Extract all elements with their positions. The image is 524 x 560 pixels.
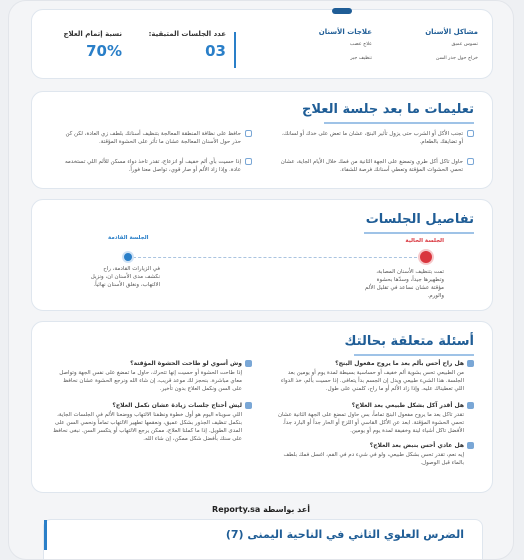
checklist-icon (467, 158, 474, 165)
faq-item: هل راح أحس بألم بعد ما يروح مفعول البنج؟ من الطبيعي تحس بشوية ألم خفيف أو حساسية بسيطة لمدة يوم أو يومين بعد الجلسة. هذا الشيء طبيعي ويدل إن الجسم بدأ يتعافى. إذا حسيت بألم، خذ الدواء اللي تعطيناك عليه. وإذا زاد الألم أو ما راح، كلمني على طول. (274, 360, 474, 393)
sessions-title: تفاصيل الجلسات (365, 212, 474, 227)
faq-card (31, 321, 493, 493)
instruction-item: تجنب الأكل أو الشرب حتى يزول تأثير البنج، عشان ما تعض على خدك أو لسانك، أو تضايقك بالطعام. (279, 130, 474, 146)
next-section-title: الضرس العلوي الثاني في الناحية اليمنى (7) (225, 528, 464, 541)
next-session-label: الجلسة القادمة (108, 235, 149, 241)
current-session-text: تمت بتنظيف الأسنان المصابة، وتطهيرها جيداً، وسدّها بحشوة مؤقتة عشان نساعد في تقليل الألم والورم. (364, 269, 444, 299)
checklist-icon (245, 158, 252, 165)
faq-item: ليش أحتاج جلسات زيادة عشان نكمل العلاج؟ اللي سويناه اليوم هو أول خطوة ونظفنا الالتهاب ووضعنا الألم في الجلسات الجاية، بنكمل تنظيف الجذور بشكل عميق، ونعقمها تطهير الالتهاب تماماً ونحمي السن على المدى الطويل. إذا ما كملنا العلاج، ممكن يرجع الالتهاب أو يتكسر السن. نبغى نحافظ على سنك بأفضل شكل ممكن، إن شاء الله. (52, 402, 252, 443)
faq-item: هل عادي أحس بنبض بعد العلاج؟ إيه نعم، تقدر تحس بشكل طبيعي، ولو في شيء دم في الفم، اغسل فمك بلطف بالماء قبل الوصول. (274, 442, 474, 467)
progress-stat (42, 30, 122, 60)
question-icon (467, 360, 474, 367)
question-icon (467, 402, 474, 409)
summary-card (31, 9, 493, 79)
instructions-title: تعليمات ما بعد جلسة العلاج (302, 102, 474, 117)
issue-item: تسوس عميق (451, 42, 478, 47)
treatments-title: علاجات الأسنان (318, 28, 372, 36)
treatments-column (292, 28, 372, 70)
remaining-stat (130, 30, 226, 60)
remaining-value: 03 (205, 42, 226, 60)
current-session-label: الجلسة الحالية (405, 238, 444, 244)
faq-item: هل أقدر آكل بشكل طبيعي بعد العلاج؟ تقدر تاكل بعد ما يروح مفعول البنج تماماً، بس حاول تمضغ على الجهة الثانية عشان تحمي الحشوة المؤقتة. ابعد عن الأكل القاسي أو اللزج أو الحار جداً أو البارد جداً. الأفضل تاكل أشياء لينة وخفيفة لمدة يوم أو يومين. (274, 402, 474, 435)
instructions-card (31, 91, 493, 189)
title-underline (354, 354, 474, 356)
faq-item: وش أسوي لو طاحت الحشوة المؤقتة؟ إذا طاحت الحشوة أو حسيت إنها تتحرك، حاول ما تمضغ على نفس الجهة وتواصل معاي مباشرة. بنحجز لك موعد قريب، إن شاء الله ونرجع الحشوة عشان نحافظ على السن ونكمل العلاج بدون تأخير. (52, 360, 252, 393)
issues-title: مشاكل الأسنان (425, 28, 478, 36)
checklist-icon (245, 130, 252, 137)
instruction-item: حاول تاكل أكل طري وتمضغ على الجهة الثانية من فمك خلال الأيام الجاية، عشان تحمي الحشوات المؤقتة وتعطي أسنانك فرصة للشفاء. (279, 158, 474, 174)
section-marker (332, 8, 352, 14)
checklist-icon (467, 130, 474, 137)
next-section-card (43, 519, 483, 560)
question-icon (245, 360, 252, 367)
question-icon (245, 402, 252, 409)
report-page (8, 0, 514, 560)
next-session-text: في الزيارات القادمة، راح نكشف مدى الأسنان ان، ونزيل الالتهاب، ونغلق الأسنان نهائياً. (90, 266, 160, 288)
treatment-item: تنظيف جير (350, 56, 372, 61)
faq-title: أسئلة متعلقة بحالتك (344, 334, 474, 349)
instruction-item: إذا حسيت بأي ألم خفيف أو انزعاج، تقدر تاخذ دواء مسكن للألم اللي تستخدمه عادة. وإذا زاد الألم أو صار قوي، تواصل معنا فوراً. (57, 158, 252, 174)
title-underline (324, 122, 474, 124)
sessions-card (31, 199, 493, 311)
issue-item: خراج حول جذر السن (435, 56, 478, 61)
issues-column (398, 28, 478, 70)
current-session-dot (420, 251, 432, 263)
section-accent (44, 520, 47, 550)
treatment-item: علاج عصب (349, 42, 372, 47)
progress-label: نسبة إتمام العلاج (63, 30, 122, 38)
next-session-dot (124, 253, 132, 261)
question-icon (467, 442, 474, 449)
title-underline (364, 232, 474, 234)
credit-text: أعد بواسطة Reporty.sa (212, 505, 310, 514)
divider (234, 32, 236, 68)
instruction-item: حافظ على نظافة المنطقة المعالجة بتنظيف أسنانك بلطف زي العادة، لكن كن حذر حول الأسنان المعالجة عشان ما تأثر على الحشوة المؤقتة. (57, 130, 252, 146)
progress-value: 70% (86, 42, 122, 60)
remaining-label: عدد الجلسات المتبقية: (148, 30, 226, 38)
session-timeline (128, 257, 422, 258)
